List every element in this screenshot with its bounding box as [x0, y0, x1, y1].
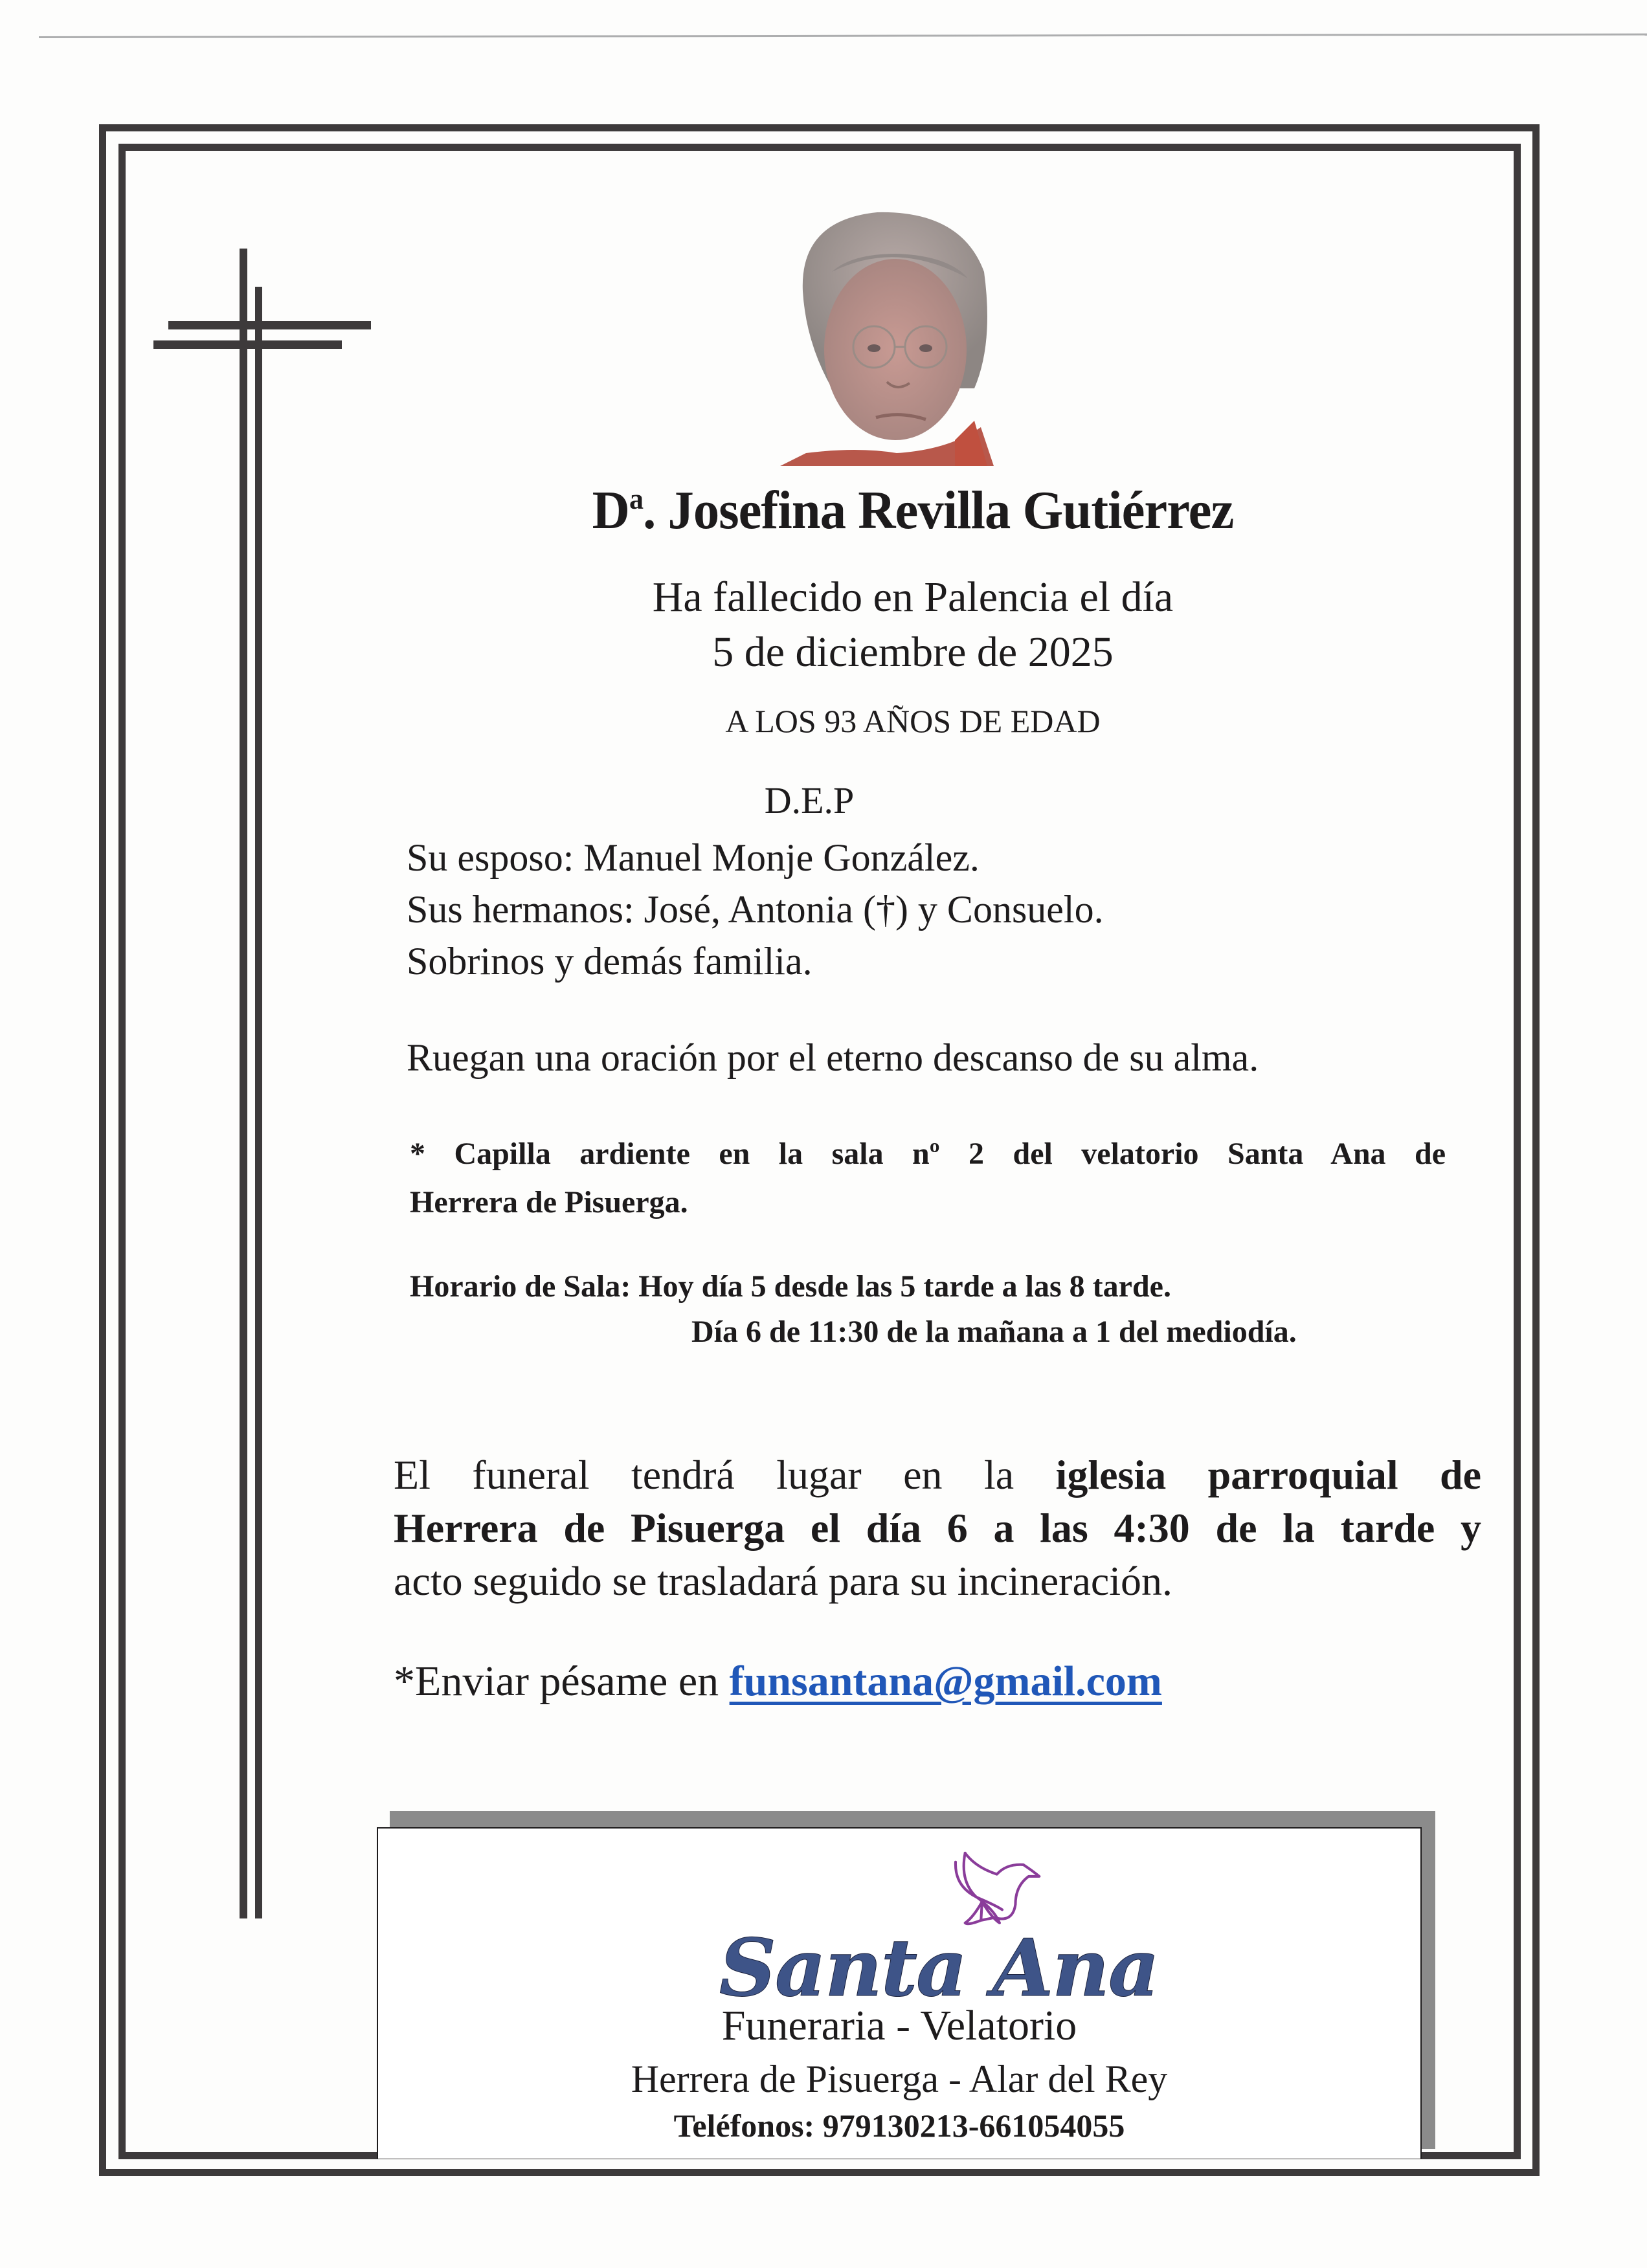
card-shadow-top — [390, 1811, 1434, 1828]
cross-vertical-bar-2 — [255, 287, 262, 1918]
schedule-line1: Horario de Sala: Hoy día 5 desde las 5 tarde a las 8 tarde. — [410, 1269, 1171, 1304]
death-date-line: 5 de diciembre de 2025 — [712, 628, 1114, 676]
prayer-request: Ruegan una oración por el eterno descanso de su alma. — [407, 1036, 1259, 1079]
chapel-info-line2: Herrera de Pisuerga. — [410, 1185, 688, 1219]
family-spouse: Su esposo: Manuel Monje González. — [407, 836, 980, 879]
funeral-line3: acto seguido se trasladará para su incineración. — [394, 1558, 1173, 1604]
card-subtitle: Funeraria - Velatorio — [721, 2002, 1077, 2049]
death-place-line: Ha fallecido en Palencia el día — [652, 573, 1174, 621]
deceased-name — [360, 479, 1466, 542]
cross-horizontal-bar-2 — [153, 340, 342, 349]
funeral-home-brand: Santa Ana — [719, 1921, 1159, 2014]
condolence-label: *Enviar pésame en — [394, 1658, 730, 1705]
funeral-line1-regular: El funeral tendrá lugar en la — [394, 1452, 1056, 1498]
card-locations: Herrera de Pisuerga - Alar del Rey — [631, 2058, 1168, 2100]
card-shadow-right — [1421, 1811, 1435, 2149]
funeral-line1-bold: iglesia parroquial de — [1055, 1452, 1481, 1498]
dep-line: D.E.P — [764, 779, 855, 821]
cross-vertical-bar-1 — [240, 249, 247, 1918]
funeral-line1 — [394, 1449, 1481, 1502]
schedule-line2: Día 6 de 11:30 de la mañana a 1 del mediodía. — [691, 1315, 1297, 1349]
funeral-line2: Herrera de Pisuerga el día 6 a las 4:30 de la tarde y — [394, 1505, 1481, 1551]
family-siblings: Sus hermanos: José, Antonia (†) y Consuelo. — [407, 888, 1104, 931]
condolence-email-link[interactable]: funsantana@gmail.com — [729, 1658, 1162, 1705]
cross-horizontal-bar-1 — [168, 321, 371, 329]
age-line: A LOS 93 AÑOS DE EDAD — [725, 703, 1101, 739]
condolence-line — [394, 1657, 1162, 1706]
card-phones: Teléfonos: 979130213-661054055 — [673, 2107, 1125, 2144]
family-others: Sobrinos y demás familia. — [407, 940, 812, 983]
chapel-info-line1: * Capilla ardiente en la sala nº 2 del velatorio Santa Ana de — [410, 1137, 1446, 1171]
scan-line — [39, 34, 1647, 38]
portrait-photo — [780, 194, 1010, 466]
name-prefix: D — [592, 480, 629, 540]
name-prefix-sup: a — [629, 482, 644, 515]
name-text: . Josefina Revilla Gutiérrez — [643, 480, 1234, 540]
